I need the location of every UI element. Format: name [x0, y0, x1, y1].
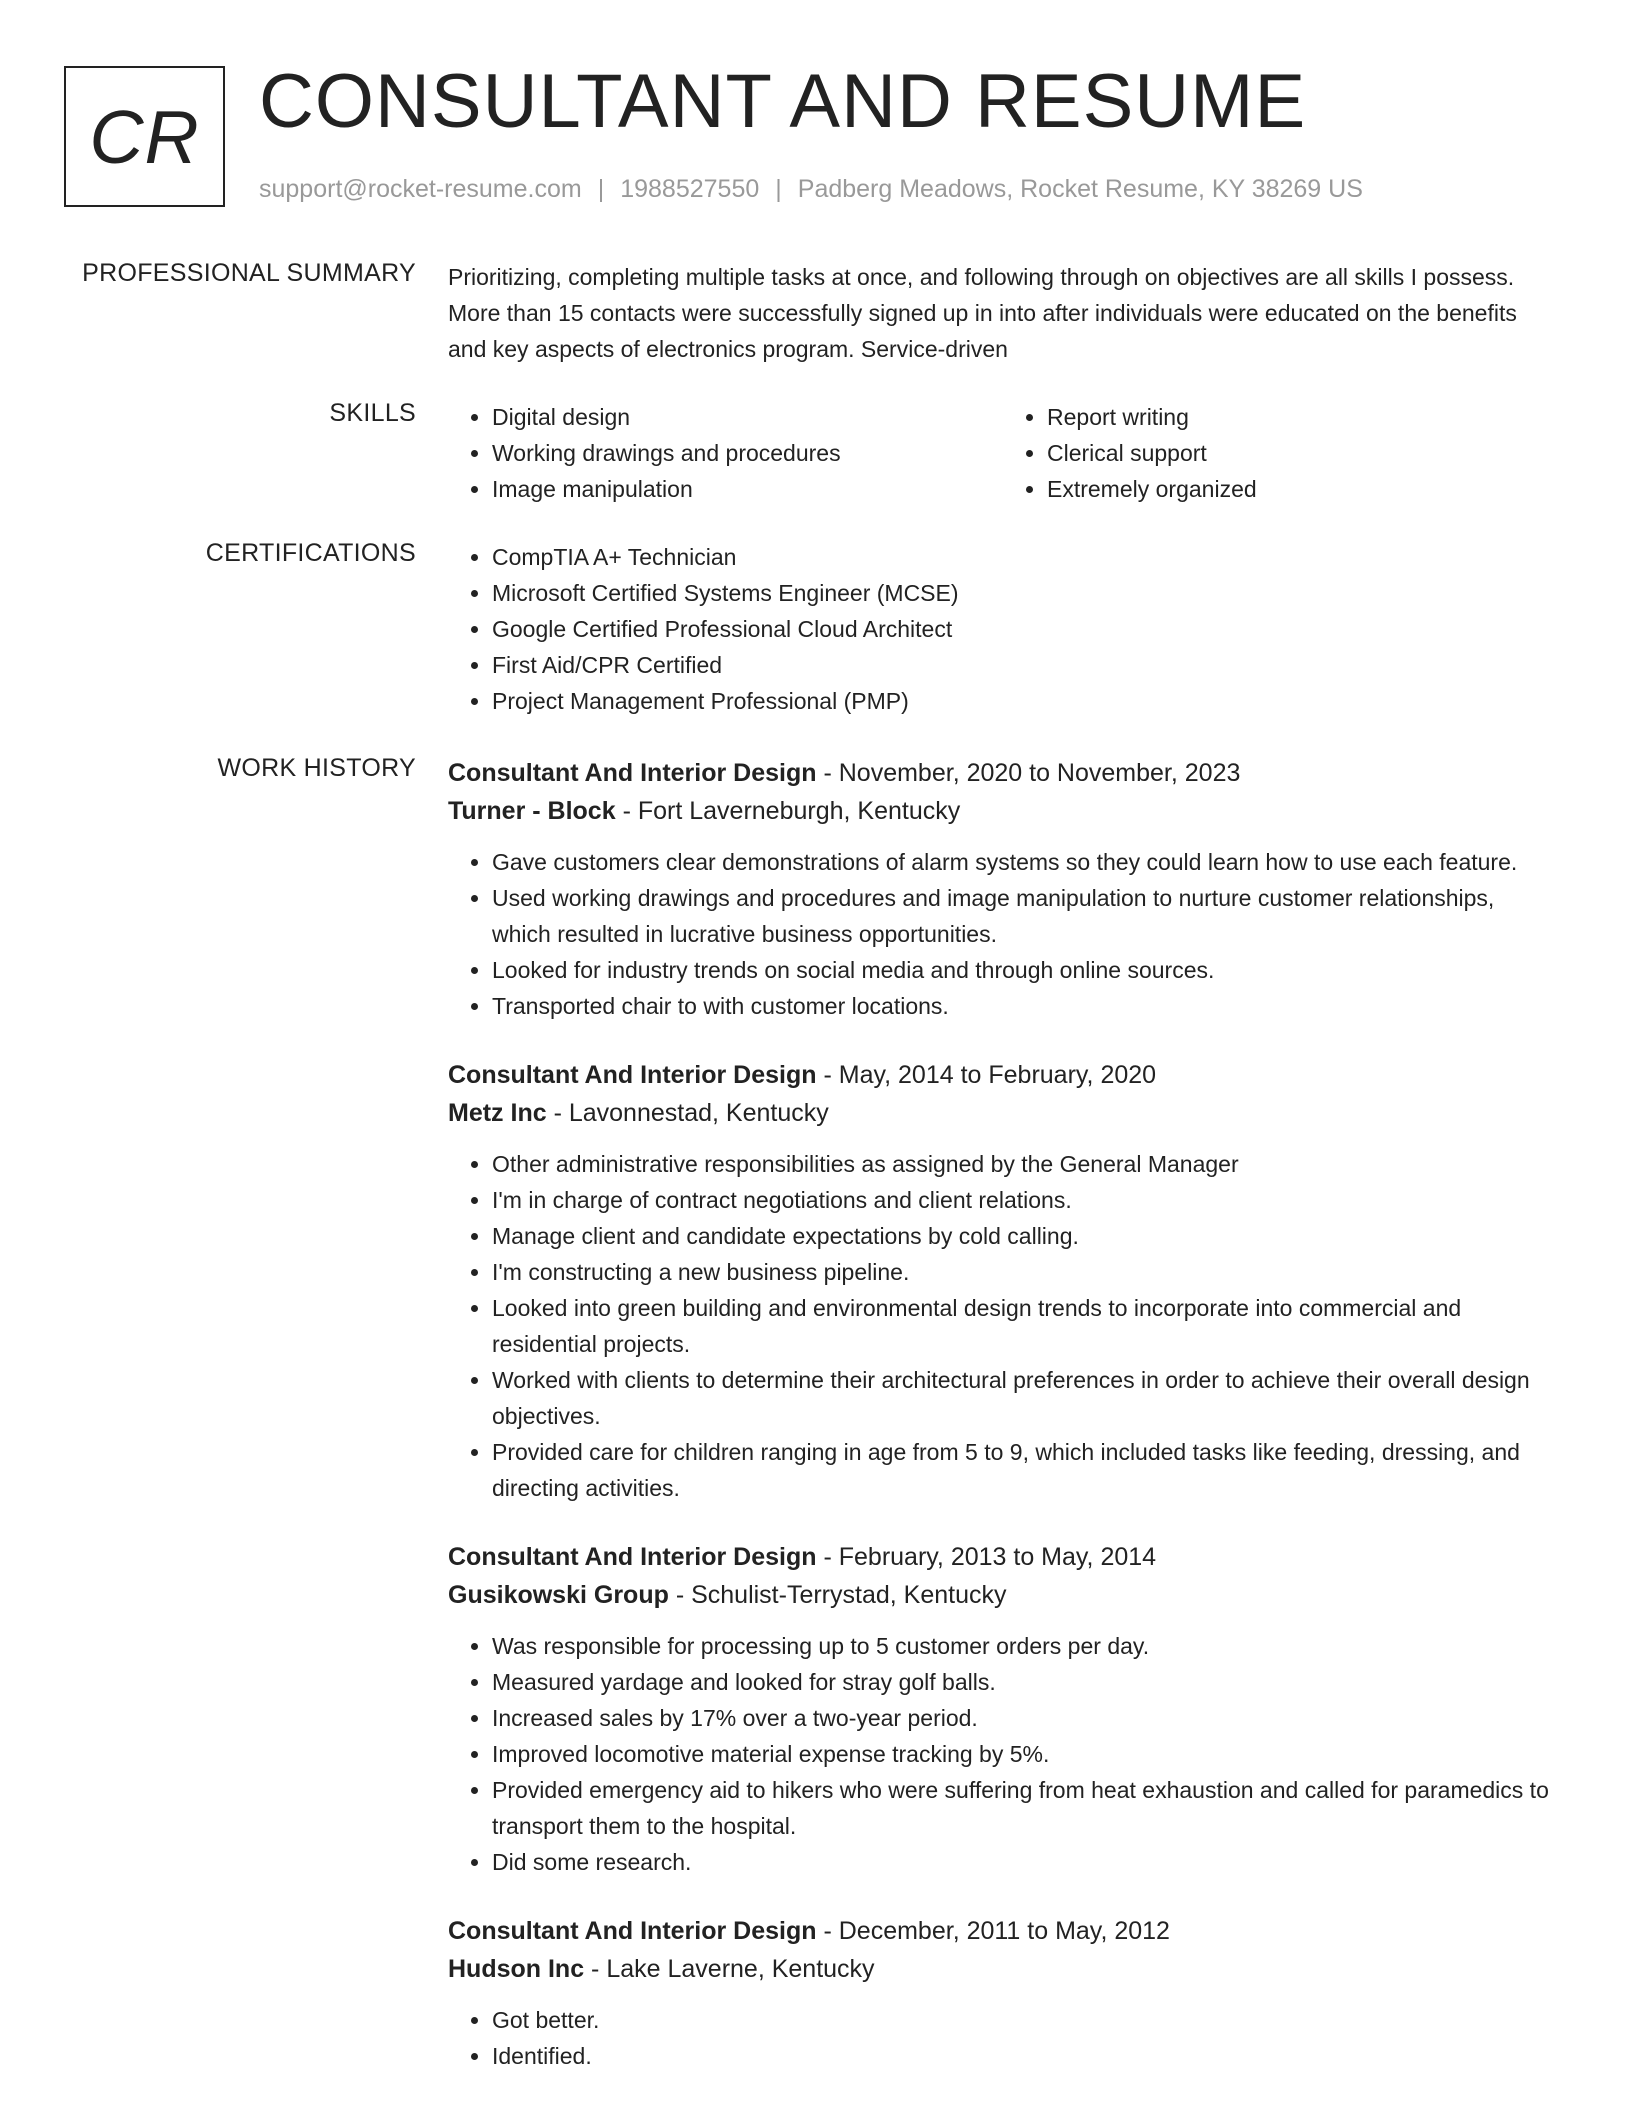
- job-bullets: [448, 2002, 1558, 2074]
- certifications-list: [448, 539, 1558, 719]
- job-company: Gusikowski Group: [448, 1581, 669, 1609]
- summary-text: Prioritizing, completing multiple tasks at once, and following through on objectives are all skills I possess. More than 15 contacts were successfully signed up in into after individuals were educated on the benefits and key aspects of electronics program. Service-driven: [448, 264, 1517, 362]
- contact-address: Padberg Meadows, Rocket Resume, KY 38269 US: [797, 175, 1363, 203]
- job-bullet: • Improved locomotive material expense tracking by 5%.: [492, 1736, 1558, 1772]
- skill-item: • Extremely organized: [1047, 471, 1558, 507]
- job-bullet: • I'm constructing a new business pipeline.: [492, 1254, 1558, 1290]
- certification-item: • Google Certified Professional Cloud Architect: [492, 611, 1558, 647]
- skill-item: • Report writing: [1047, 399, 1558, 435]
- job-company: Metz Inc: [448, 1099, 547, 1127]
- job-dates: - December, 2011 to May, 2012: [816, 1917, 1170, 1945]
- certification-item: • Microsoft Certified Systems Engineer (MCSE): [492, 575, 1558, 611]
- section-label-skills: SKILLS: [329, 399, 416, 427]
- certification-item: • CompTIA A+ Technician: [492, 539, 1558, 575]
- section-label-work-history: WORK HISTORY: [217, 754, 416, 782]
- job-company: Hudson Inc: [448, 1955, 585, 1983]
- job-bullets: [448, 1146, 1558, 1506]
- job-bullet: • Transported chair to with customer locations.: [492, 988, 1558, 1024]
- job-location: - Lavonnestad, Kentucky: [546, 1099, 829, 1127]
- job-bullet: • Did some research.: [492, 1844, 1558, 1880]
- job-entry: [448, 1056, 1558, 1506]
- resume-name: CONSULTANT AND RESUME: [259, 59, 1307, 144]
- job-dates: - November, 2020 to November, 2023: [816, 759, 1241, 787]
- skills-list-right: [1003, 399, 1558, 507]
- skill-item: • Clerical support: [1047, 435, 1558, 471]
- skills-list-left: [448, 399, 1003, 507]
- job-title: Consultant And Interior Design: [448, 1917, 817, 1945]
- job-bullet: • Measured yardage and looked for stray golf balls.: [492, 1664, 1558, 1700]
- job-bullet: • I'm in charge of contract negotiations and client relations.: [492, 1182, 1558, 1218]
- contact-separator: |: [597, 175, 605, 203]
- job-title: Consultant And Interior Design: [448, 759, 817, 787]
- job-bullet: • Provided emergency aid to hikers who were suffering from heat exhaustion and called for paramedics to transport them to the hospital.: [492, 1772, 1558, 1844]
- skill-item: • Working drawings and procedures: [492, 435, 1003, 471]
- contact-phone: 1988527550: [620, 175, 760, 203]
- job-location: - Lake Laverne, Kentucky: [584, 1955, 875, 1983]
- job-bullets: [448, 844, 1558, 1024]
- job-title: Consultant And Interior Design: [448, 1543, 817, 1571]
- contact-email: support@rocket-resume.com: [259, 175, 582, 203]
- job-entry: [448, 1538, 1558, 1880]
- skill-item: • Image manipulation: [492, 471, 1003, 507]
- skill-item: • Digital design: [492, 399, 1003, 435]
- job-bullet: • Provided care for children ranging in age from 5 to 9, which included tasks like feeding, dressing, and directing activities.: [492, 1434, 1558, 1506]
- job-bullet: • Identified.: [492, 2038, 1558, 2074]
- job-bullet: • Was responsible for processing up to 5 customer orders per day.: [492, 1628, 1558, 1664]
- job-dates: - February, 2013 to May, 2014: [816, 1543, 1157, 1571]
- job-bullet: • Increased sales by 17% over a two-year period.: [492, 1700, 1558, 1736]
- job-dates: - May, 2014 to February, 2020: [816, 1061, 1157, 1089]
- job-title: Consultant And Interior Design: [448, 1061, 817, 1089]
- job-entry: [448, 1912, 1558, 2074]
- job-location: - Fort Laverneburgh, Kentucky: [615, 797, 961, 825]
- job-bullet: • Other administrative responsibilities as assigned by the General Manager: [492, 1146, 1558, 1182]
- job-bullet: • Worked with clients to determine their architectural preferences in order to achieve their overall design objectives.: [492, 1362, 1558, 1434]
- certification-item: • First Aid/CPR Certified: [492, 647, 1558, 683]
- job-bullet: • Got better.: [492, 2002, 1558, 2038]
- certification-item: • Project Management Professional (PMP): [492, 683, 1558, 719]
- job-bullet: • Gave customers clear demonstrations of alarm systems so they could learn how to use each feature.: [492, 844, 1558, 880]
- job-bullet: • Looked into green building and environmental design trends to incorporate into commercial and residential projects.: [492, 1290, 1558, 1362]
- job-company: Turner - Block: [448, 797, 616, 825]
- job-location: - Schulist-Terrystad, Kentucky: [668, 1581, 1007, 1609]
- job-bullet: • Looked for industry trends on social media and through online sources.: [492, 952, 1558, 988]
- job-entry: [448, 754, 1558, 1024]
- contact-separator: |: [775, 175, 782, 203]
- contact-line: [259, 175, 1363, 204]
- monogram-logo: CR: [64, 66, 225, 207]
- section-label-certifications: CERTIFICATIONS: [205, 539, 416, 567]
- job-bullet: • Manage client and candidate expectations by cold calling.: [492, 1218, 1558, 1254]
- job-bullets: [448, 1628, 1558, 1880]
- section-label-summary: PROFESSIONAL SUMMARY: [82, 259, 416, 287]
- job-bullet: • Used working drawings and procedures and image manipulation to nurture customer relationships, which resulted in lucrative business opportunities.: [492, 880, 1558, 952]
